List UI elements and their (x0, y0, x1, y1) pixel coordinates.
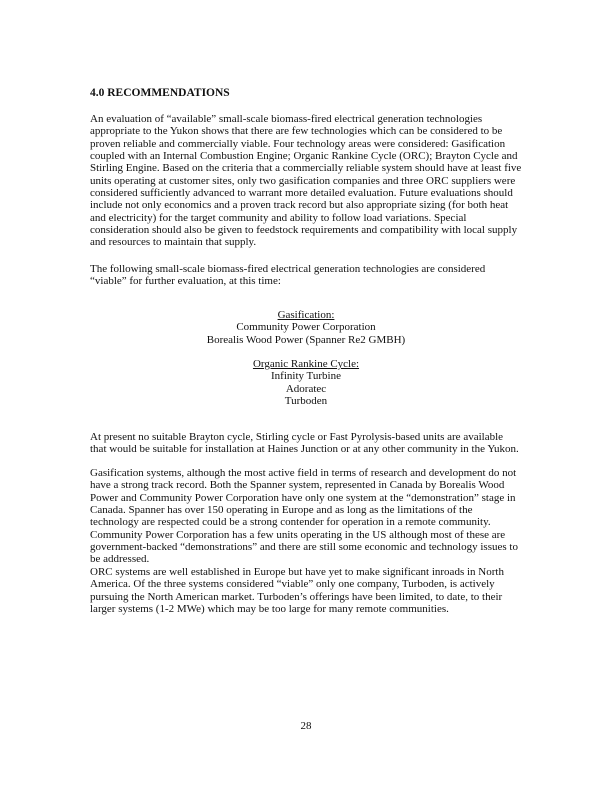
text-line: units operating at customer sites, only two gasification companies and three ORC suppliers were (90, 174, 516, 187)
gasification-list (0, 309, 612, 346)
list-item: Community Power Corporation (236, 321, 376, 334)
text-line: proven reliable and commercially viable. Four technology areas were considered: Gasification (90, 137, 506, 150)
text-line: At present no suitable Brayton cycle, Stirling cycle or Fast Pyrolysis-based units are available (90, 431, 504, 443)
text-line: “viable” for further evaluation, at this time: (90, 275, 281, 288)
orc-list (0, 358, 612, 407)
section-heading: 4.0 RECOMMENDATIONS (90, 87, 230, 99)
text-line: include not only economics and a proven track record but also appropriate sizing (for both heat (90, 199, 509, 212)
gasification-title: Gasification: (277, 309, 335, 321)
text-line: Stirling Engine. Based on the criteria that a commercially reliable system should have at least five (90, 162, 522, 175)
text-line: considered sufficiently advanced to warrant more detailed evaluation. Future evaluations should (90, 187, 513, 200)
paragraph-intro (90, 113, 530, 249)
text-line: technology are respected could be a strong contender for operation in a remote community. (90, 516, 491, 529)
page-number: 28 (300, 720, 312, 732)
text-line: and resources to maintain that supply. (90, 236, 257, 249)
text-line: have a strong track record. Both the Spanner system, represented in Canada by Borealis Wood (90, 479, 505, 492)
text-line: and electricity) for the target community and ability to follow load variations. Special (90, 211, 467, 224)
paragraph-viable (90, 263, 530, 288)
text-line: Power and Community Power Corporation have only one system at the “demonstration” stage in (90, 491, 516, 504)
list-item: Borealis Wood Power (Spanner Re2 GMBH) (206, 333, 406, 346)
paragraph-orc (90, 566, 530, 615)
text-line: An evaluation of “available” small-scale biomass-fired electrical generation technologies (90, 113, 483, 125)
text-line: ORC systems are well established in Europe but have yet to make significant inroads in North (90, 566, 504, 578)
orc-title: Organic Rankine Cycle: (252, 358, 360, 370)
text-line: Gasification systems, although the most active field in terms of research and development do not (90, 467, 517, 479)
list-item: Adoratec (285, 382, 327, 395)
text-line: coupled with an Internal Combustion Engine; Organic Rankine Cycle (ORC); Brayton Cycle and (90, 150, 518, 163)
text-line: be addressed. (90, 553, 150, 566)
text-line: government-backed “demonstrations” and there are still some economic and technology issues to (90, 541, 518, 554)
text-line: appropriate to the Yukon shows that there are few technologies which can be considered to be (90, 125, 503, 138)
list-item: Turboden (284, 395, 328, 408)
text-line: consideration should also be given to feedstock requirements and compatibility with local supply (90, 224, 518, 237)
paragraph-brayton (90, 431, 530, 456)
list-item: Infinity Turbine (271, 370, 341, 383)
text-line: The following small-scale biomass-fired electrical generation technologies are considered (90, 263, 486, 275)
text-line: pursuing the North American market. Turboden’s offerings have been limited, to date, to their (90, 590, 503, 603)
paragraph-gasification (90, 467, 530, 566)
text-line: larger systems (1-2 MWe) which may be too large for many remote communities. (90, 603, 449, 616)
text-line: that would be suitable for installation at Haines Junction or at any other community in the Yukon. (90, 443, 519, 456)
text-line: Community Power Corporation has a few units operating in the US although most of these are (90, 528, 506, 541)
text-line: Canada. Spanner has over 150 operating in Europe and as long as the limitations of the (90, 504, 473, 517)
text-line: America. Of the three systems considered “viable” only one company, Turboden, is actively (90, 578, 495, 591)
